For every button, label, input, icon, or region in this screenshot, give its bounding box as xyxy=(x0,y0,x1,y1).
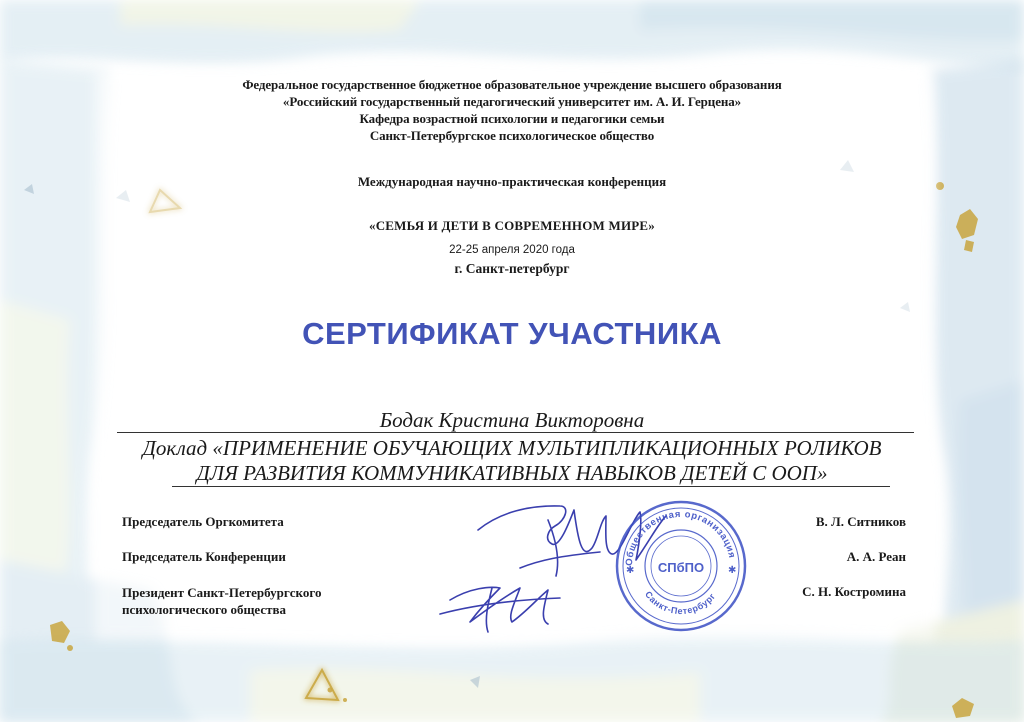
svg-text:✱: ✱ xyxy=(626,565,635,576)
stamp-center-text: СПбПО xyxy=(657,560,705,575)
signature-role-society-president-line-1: Президент Санкт-Петербургского xyxy=(122,585,322,600)
conference-name: «СЕМЬЯ И ДЕТИ В СОВРЕМЕННОМ МИРЕ» xyxy=(369,218,655,233)
signature-name-rean: А. А. Реан xyxy=(846,549,906,564)
svg-text:Санкт-Петербург xyxy=(643,589,718,616)
header-line-university-type: Федеральное государственное бюджетное образовательное учреждение высшего образования xyxy=(242,77,782,92)
participant-underline xyxy=(117,432,914,433)
signature-role-society-president-line-2: психологического общества xyxy=(122,602,287,617)
report-underline xyxy=(172,486,890,487)
organization-stamp xyxy=(612,497,750,635)
signature-name-sitnikov: В. Л. Ситников xyxy=(815,514,906,529)
stamp-bottom-text: Санкт-Петербург xyxy=(642,589,718,617)
signature-name-kostromina: С. Н. Костромина xyxy=(802,584,906,599)
signature-role-society-president xyxy=(122,584,321,618)
signature-role-conference-chair: Председатель Конференции xyxy=(122,549,286,564)
svg-text:✱: ✱ xyxy=(728,565,737,576)
conference-label: Международная научно-практическая конференция xyxy=(357,174,667,189)
header-line-university-name: «Российский государственный педагогический университет им. А. И. Герцена» xyxy=(282,94,742,109)
participant-name: Бодак Кристина Викторовна xyxy=(379,408,645,432)
organizer-header xyxy=(0,76,1024,144)
stamp-outer-text: Общественная организация xyxy=(623,508,738,567)
header-line-department: Кафедра возрастной психологии и педагогики семьи xyxy=(359,111,665,126)
report-title-line-1: Доклад «ПРИМЕНЕНИЕ ОБУЧАЮЩИХ МУЛЬТИПЛИКАЦИОННЫХ РОЛИКОВ xyxy=(142,436,882,460)
conference-city: г. Санкт-петербург xyxy=(454,261,570,276)
header-line-society: Санкт-Петербургское психологическое общество xyxy=(369,128,655,143)
report-title-line-2: ДЛЯ РАЗВИТИЯ КОММУНИКАТИВНЫХ НАВЫКОВ ДЕТЕЙ С ООП» xyxy=(196,461,828,485)
conference-dates: 22-25 апреля 2020 года xyxy=(449,244,575,256)
certificate-title: СЕРТИФИКАТ УЧАСТНИКА xyxy=(302,316,722,351)
signature-role-orgcommittee-chair: Председатель Оргкомитета xyxy=(122,514,284,529)
